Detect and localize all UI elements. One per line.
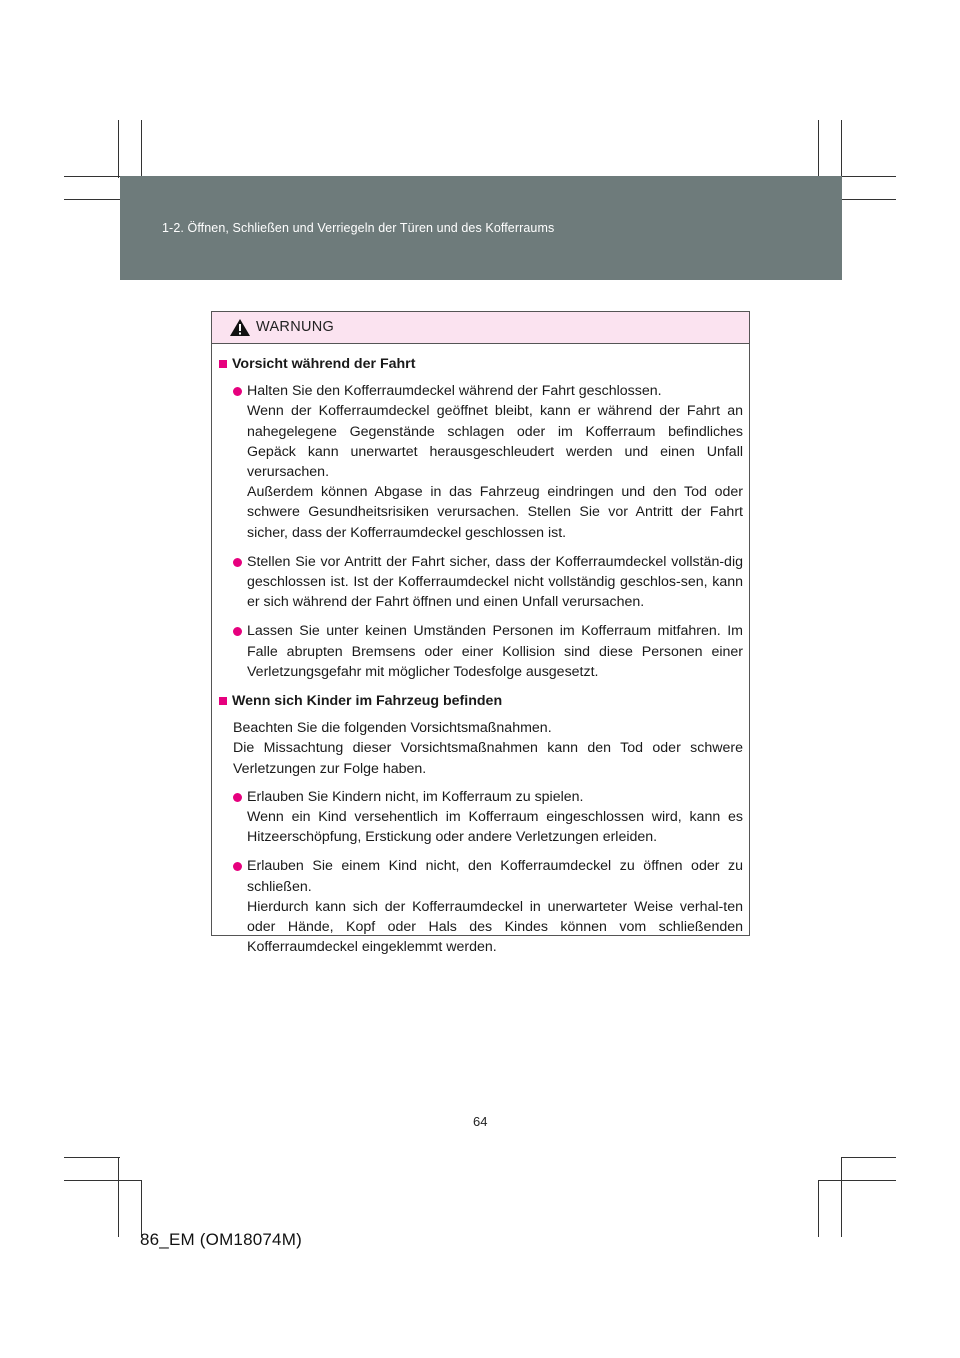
crop-mark — [118, 120, 119, 178]
paragraph: Wenn der Kofferraumdeckel geöffnet bleibt, kann er während der Fahrt an nahegelegene Gegenstände schlagen oder im Kofferraum befindliches Gepäck kann unerwartet herausgeschleudert werden und einen Unfall verursachen. — [247, 403, 743, 481]
dot-bullet-icon — [233, 627, 242, 636]
crop-mark — [64, 1157, 120, 1158]
dot-bullet-icon — [233, 387, 242, 396]
paragraph: Lassen Sie unter keinen Umständen Personen im Kofferraum mitfahren. Im Falle abrupten Bremsens oder einer Kollision sind diese Personen einer Verletzungsgefahr mit möglicher Todesfolge ausgesetzt. — [247, 623, 743, 680]
warning-triangle-icon — [229, 318, 251, 337]
list-item — [233, 621, 743, 682]
crop-mark — [841, 1157, 842, 1237]
section-title: 1-2. Öffnen, Schließen und Verriegeln der Türen und des Kofferraums — [162, 221, 555, 235]
dot-bullet-icon — [233, 862, 242, 871]
crop-mark — [818, 120, 819, 178]
dot-bullet-icon — [233, 558, 242, 567]
list-item-text — [247, 381, 743, 543]
warning-title: WARNUNG — [256, 319, 335, 335]
page-number: 64 — [473, 1114, 488, 1129]
crop-mark — [64, 199, 120, 200]
paragraph: Wenn ein Kind versehentlich im Kofferraum eingeschlossen wird, kann es Hitzeerschöpfung, Erstickung oder andere Verletzungen erleiden. — [247, 809, 743, 846]
paragraph: Beachten Sie die folgenden Vorsichtsmaßnahmen. — [233, 720, 552, 737]
section-header-band — [120, 176, 842, 280]
paragraph: Stellen Sie vor Antritt der Fahrt sicher, dass der Kofferraumdeckel vollstän-dig geschlossen ist. Ist der Kofferraumdeckel nicht vollständig geschlos-sen, kann er sich während der Fahrt öffnen und einen Unfall verursachen. — [247, 553, 743, 611]
section-intro — [233, 718, 743, 779]
section-heading-text: Wenn sich Kinder im Fahrzeug befinden — [232, 693, 503, 710]
crop-mark — [64, 176, 120, 177]
document-code: 86_EM (OM18074M) — [140, 1230, 302, 1249]
section-heading — [219, 691, 743, 711]
crop-mark — [818, 1180, 819, 1237]
crop-mark — [842, 176, 896, 177]
square-bullet-icon — [219, 697, 227, 705]
crop-mark — [141, 120, 142, 178]
list-item-text — [247, 552, 743, 613]
crop-mark — [818, 1180, 896, 1181]
square-bullet-icon — [219, 360, 227, 368]
list-item-text — [247, 856, 743, 957]
paragraph: Die Missachtung dieser Vorsichtsmaßnahmen kann den Tod oder schwere Verletzungen zur Folge haben. — [233, 740, 743, 777]
list-item — [233, 381, 743, 543]
list-item — [233, 787, 743, 848]
section-heading-text: Vorsicht während der Fahrt — [232, 356, 416, 372]
dot-bullet-icon — [233, 793, 242, 802]
paragraph: Erlauben Sie Kindern nicht, im Kofferraum zu spielen. — [247, 788, 584, 805]
paragraph: Außerdem können Abgase in das Fahrzeug eindringen und den Tod oder schwere Gesundheitsrisiken verursachen. Stellen Sie vor Antritt der Fahrt sicher, dass der Kofferraumdeckel geschlossen ist. — [247, 484, 743, 541]
warning-header — [212, 312, 749, 344]
list-item-text — [247, 621, 743, 682]
list-item — [233, 856, 743, 957]
crop-mark — [841, 120, 842, 178]
paragraph: Hierdurch kann sich der Kofferraumdeckel in unerwarteter Weise verhal-ten oder Hände, Kopf oder Hals des Kindes können vom schließenden Kofferraumdeckel eingeklemmt werden. — [247, 898, 743, 956]
paragraph: Erlauben Sie einem Kind nicht, den Kofferraumdeckel zu öffnen oder zu schließen. — [247, 858, 743, 895]
crop-mark — [841, 1157, 896, 1158]
section-heading — [219, 354, 743, 374]
crop-mark — [842, 199, 896, 200]
list-item — [233, 552, 743, 613]
crop-mark — [141, 1180, 142, 1237]
crop-mark — [64, 1180, 142, 1181]
paragraph: Halten Sie den Kofferraumdeckel während der Fahrt geschlossen. — [247, 383, 662, 400]
crop-mark — [118, 1157, 119, 1237]
warning-body — [212, 344, 749, 957]
warning-box — [211, 311, 750, 956]
list-item-text — [247, 787, 743, 848]
